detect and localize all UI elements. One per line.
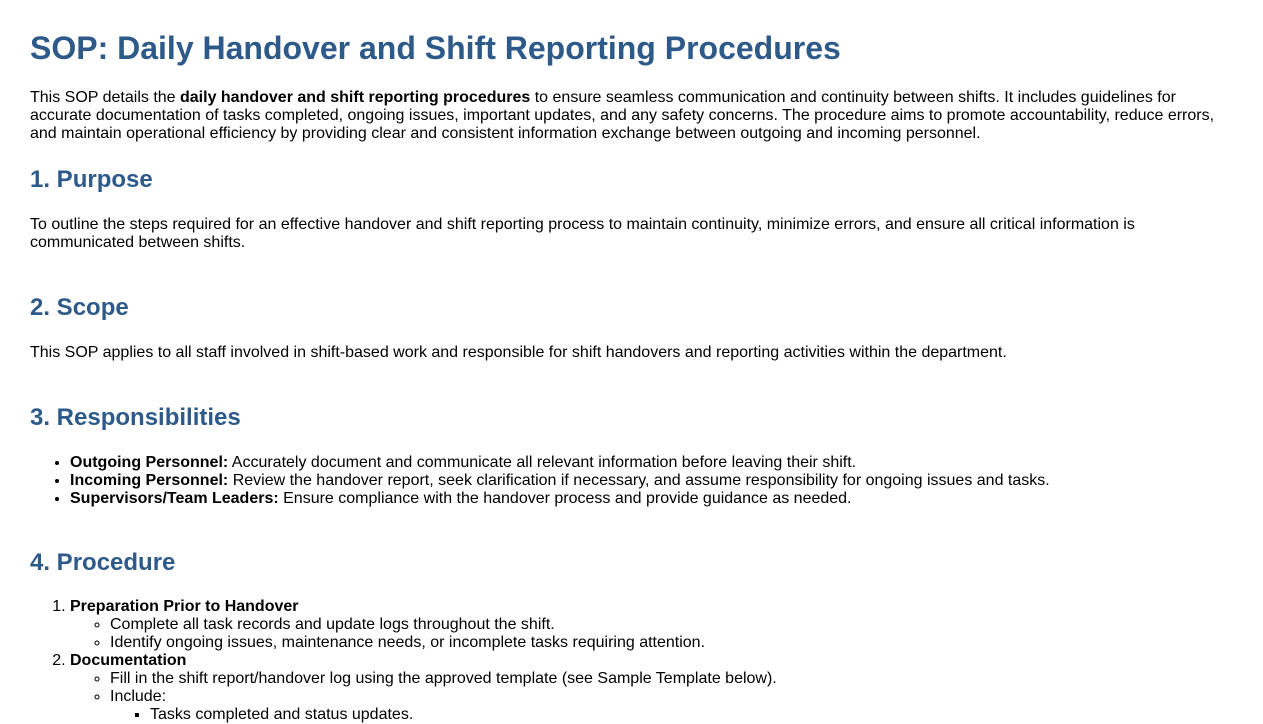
scope-heading: 2. Scope bbox=[30, 294, 129, 321]
intro-text-end: to ensure seamless communication and continuity between shifts. It includes guidelines for accurate documentation of tasks completed, ongoing issues, important updates, and any safety concerns. The procedure aims to promote accountability, reduce errors, and maintain operational efficiency by providing clear and consistent information exchange between outgoing and incoming personnel. bbox=[30, 89, 1215, 142]
include-label: Include: bbox=[110, 688, 167, 705]
responsibilities-heading: 3. Responsibilities bbox=[30, 404, 241, 431]
intro-paragraph bbox=[30, 89, 1233, 143]
list-item bbox=[70, 472, 1233, 490]
list-item bbox=[70, 454, 1233, 472]
list-item: ◦ Fill in the shift report/handover log using the approved template (see Sample Template below). bbox=[110, 670, 1233, 688]
step-items bbox=[70, 616, 1233, 652]
role-label: Outgoing Personnel: bbox=[70, 454, 229, 471]
role-label: Incoming Personnel: bbox=[70, 472, 229, 489]
purpose-text: To outline the steps required for an effective handover and shift reporting process to maintain continuity, minimize errors, and ensure all critical information is communicated between shifts. bbox=[30, 216, 1135, 251]
role-label: Supervisors/Team Leaders: bbox=[70, 490, 279, 507]
step-title: Documentation bbox=[70, 652, 187, 669]
intro-text-start: This SOP details the bbox=[30, 89, 180, 106]
intro-bold-text: daily handover and shift reporting procedures bbox=[180, 89, 531, 106]
procedure-steps bbox=[30, 598, 1233, 724]
scope-text: This SOP applies to all staff involved in shift-based work and responsible for shift handovers and reporting activities within the department. bbox=[30, 344, 1007, 361]
procedure-step bbox=[70, 598, 1233, 652]
list-item: ▪ Tasks completed and status updates. bbox=[150, 706, 1233, 724]
responsibilities-list bbox=[30, 454, 1233, 508]
list-item bbox=[110, 688, 1233, 724]
step-title: Preparation Prior to Handover bbox=[70, 598, 299, 615]
include-sublist bbox=[110, 706, 1233, 724]
list-item: ◦ Identify ongoing issues, maintenance needs, or incomplete tasks requiring attention. bbox=[110, 634, 1233, 652]
list-item: ◦ Complete all task records and update logs throughout the shift. bbox=[110, 616, 1233, 634]
procedure-heading: 4. Procedure bbox=[30, 549, 176, 576]
purpose-heading: 1. Purpose bbox=[30, 166, 153, 193]
role-description: Review the handover report, seek clarification if necessary, and assume responsibility for ongoing issues and tasks. bbox=[228, 472, 1050, 489]
procedure-step bbox=[70, 652, 1233, 724]
page-title: SOP: Daily Handover and Shift Reporting Procedures bbox=[30, 30, 841, 66]
step-items bbox=[70, 670, 1233, 724]
role-description: Accurately document and communicate all relevant information before leaving their shift. bbox=[228, 454, 857, 471]
list-item bbox=[70, 490, 1233, 508]
role-description: Ensure compliance with the handover process and provide guidance as needed. bbox=[278, 490, 852, 507]
